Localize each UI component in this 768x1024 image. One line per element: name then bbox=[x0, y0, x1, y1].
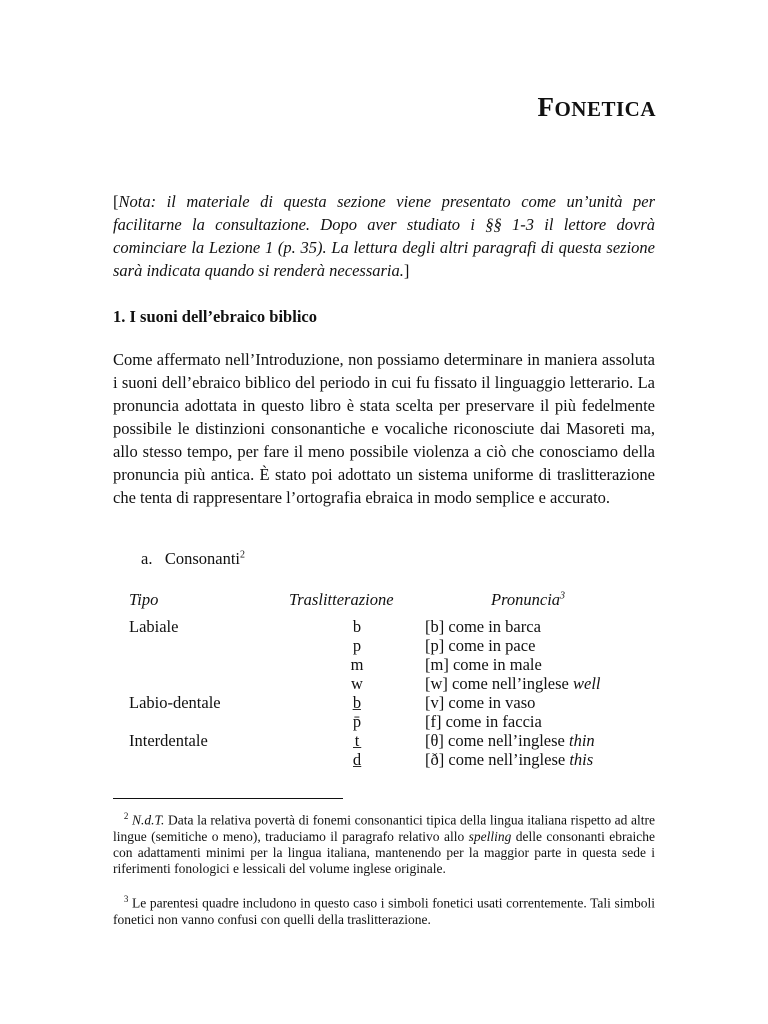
pron-example: this bbox=[569, 750, 594, 769]
pron-text: [w] come nell’inglese bbox=[425, 674, 573, 693]
section-heading: 1. I suoni dell’ebraico biblico bbox=[113, 307, 317, 326]
note-open-bracket: [ bbox=[113, 192, 119, 211]
table-row bbox=[129, 674, 721, 693]
cell-translit: t̲ bbox=[354, 731, 360, 750]
table-row bbox=[129, 693, 721, 712]
pron-text: [f] come in faccia bbox=[425, 712, 542, 731]
table-row bbox=[129, 655, 721, 674]
footnote-text: delle consonanti ebraiche con adattamenti minimi per la lingua italiana, mantenendo per la maggior parte in questa sede i riferimenti fonologici e lessicali del volume inglese originale. bbox=[113, 828, 655, 876]
footnote-emphasis: spelling bbox=[468, 828, 512, 844]
header-traslitterazione: Traslitterazione bbox=[289, 590, 394, 609]
footnote-divider bbox=[113, 798, 343, 799]
cell-pronuncia bbox=[425, 636, 721, 655]
table-row bbox=[129, 750, 721, 769]
table-header-row bbox=[129, 590, 721, 617]
subsection-heading bbox=[141, 549, 245, 569]
cell-pronuncia bbox=[425, 617, 721, 636]
footnote-number: 3 bbox=[123, 894, 129, 904]
footnote-number: 2 bbox=[123, 811, 129, 821]
title-initial: F bbox=[537, 92, 555, 122]
cell-translit: b bbox=[352, 617, 362, 636]
footnote-abbr: N.d.T. bbox=[131, 812, 165, 828]
note-close-bracket: ] bbox=[403, 261, 410, 280]
cell-tipo bbox=[129, 655, 289, 674]
table-row bbox=[129, 617, 721, 636]
cell-translit: w bbox=[351, 674, 363, 693]
pron-text: [θ] come nell’inglese bbox=[425, 731, 569, 750]
title-rest: ONETICA bbox=[554, 97, 656, 121]
pron-text: [v] come in vaso bbox=[425, 693, 536, 712]
pron-example: thin bbox=[568, 731, 595, 750]
pron-example: well bbox=[572, 674, 601, 693]
pron-text: [ð] come nell’inglese bbox=[425, 750, 570, 769]
table-row bbox=[129, 731, 721, 750]
page-title bbox=[537, 92, 656, 123]
footnote-ref-3: 3 bbox=[560, 590, 566, 602]
cell-translit: d̲ bbox=[352, 750, 362, 769]
pron-text: [b] come in barca bbox=[425, 617, 541, 636]
footnote-2 bbox=[113, 808, 655, 877]
cell-tipo: Interdentale bbox=[129, 731, 208, 750]
cell-tipo bbox=[129, 750, 289, 769]
subsection-label: a. bbox=[141, 549, 153, 568]
cell-pronuncia bbox=[425, 712, 721, 731]
cell-pronuncia bbox=[425, 731, 721, 750]
header-tipo: Tipo bbox=[129, 590, 159, 609]
table-row bbox=[129, 712, 721, 731]
footnote-text: Le parentesi quadre includono in questo caso i simboli fonetici usati correntemente. Tali simboli fonetici non vanno confusi con quelli della traslitterazione. bbox=[113, 895, 656, 927]
table-row bbox=[129, 636, 721, 655]
cell-tipo bbox=[129, 674, 289, 693]
subsection-title: Consonanti bbox=[164, 549, 240, 568]
footnote-text: Data la relativa povertà di fonemi consonantici tipica della lingua italiana rispetto ad altre lingue (semitiche o meno), traduciamo il paragrafo relativo allo bbox=[113, 812, 656, 844]
pron-text: [m] come in male bbox=[425, 655, 542, 674]
cell-tipo bbox=[129, 712, 289, 731]
cell-tipo bbox=[129, 636, 289, 655]
footnote-ref-2: 2 bbox=[240, 549, 245, 561]
consonant-table bbox=[129, 590, 721, 769]
cell-translit: p bbox=[352, 636, 362, 655]
cell-pronuncia bbox=[425, 693, 721, 712]
cell-pronuncia bbox=[425, 750, 721, 769]
cell-translit: b̲ bbox=[352, 693, 362, 712]
cell-tipo: Labio-dentale bbox=[129, 693, 221, 712]
pron-text: [p] come in pace bbox=[425, 636, 536, 655]
intro-paragraph: Come affermato nell’Introduzione, non possiamo determinare in maniera assoluta i suoni dell’ebraico biblico del periodo in cui fu fissato il linguaggio letterario. La pronuncia adottata in questo libro è stata scelta per preservare il più fedelmente possibile le distinzioni consonantiche e vocaliche riconosciute dai Masoreti ma, allo stesso tempo, per fare il meno possibile violenza a ciò che conosciamo della pronuncia più antica. È stato poi adottato un sistema uniforme di traslitterazione che tenta di rappresentare l’ortografia ebraica in modo semplice e accurato. bbox=[113, 350, 655, 507]
cell-translit: p̄ bbox=[352, 712, 362, 731]
section-note bbox=[113, 190, 655, 282]
note-text: Nota: il materiale di questa sezione viene presentato come un’unità per facilitarne la consultazione. Dopo aver studiato i §§ 1-3 il lettore dovrà cominciare la Lezione 1 (p. 35). La lettura degli altri paragrafi di questa sezione sarà indicata quando si renderà necessaria. bbox=[113, 192, 655, 280]
cell-tipo: Labiale bbox=[129, 617, 179, 636]
header-pronuncia-label: Pronuncia bbox=[491, 590, 561, 609]
cell-translit: m bbox=[350, 655, 364, 674]
cell-pronuncia bbox=[425, 674, 721, 693]
header-pronuncia bbox=[425, 590, 721, 617]
footnote-3 bbox=[113, 891, 655, 928]
cell-pronuncia bbox=[425, 655, 721, 674]
